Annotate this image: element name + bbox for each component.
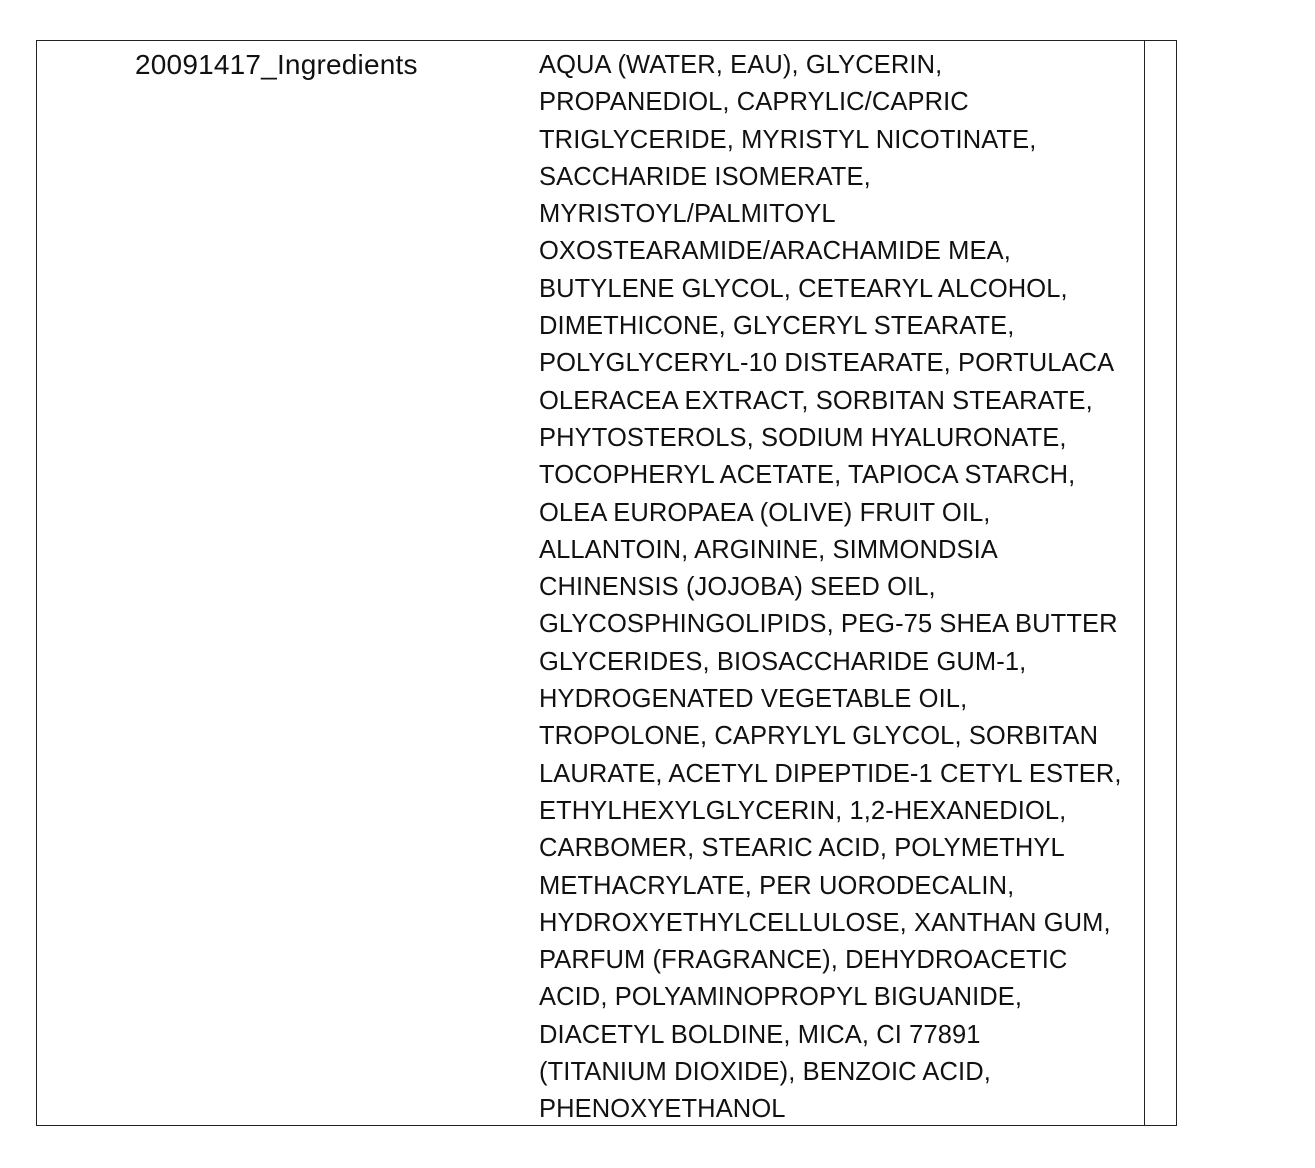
ingredient-line: METHACRYLATE, PER UORODECALIN,	[539, 871, 1015, 900]
ingredient-line: MYRISTOYL/PALMITOYL	[539, 200, 836, 229]
ingredient-line: TOCOPHERYL ACETATE, TAPIOCA STARCH,	[539, 461, 1076, 490]
ingredient-line: CHINENSIS (JOJOBA) SEED OIL,	[539, 573, 936, 602]
ingredient-line: AQUA (WATER, EAU), GLYCERIN,	[539, 51, 943, 79]
ingredient-line: ETHYLHEXYLGLYCERIN, 1,2-HEXANEDIOL,	[539, 796, 1067, 825]
ingredient-line: (TITANIUM DIOXIDE), BENZOIC ACID,	[539, 1058, 991, 1087]
ingredient-line: PROPANEDIOL, CAPRYLIC/CAPRIC	[539, 88, 969, 117]
ingredient-line: PHYTOSTEROLS, SODIUM HYALURONATE,	[539, 423, 1067, 452]
ingredient-line: GLYCOSPHINGOLIPIDS, PEG-75 SHEA BUTTER	[539, 610, 1118, 639]
ingredient-line: HYDROGENATED VEGETABLE OIL,	[539, 685, 968, 714]
ingredient-line: DIMETHICONE, GLYCERYL STEARATE,	[539, 312, 1015, 341]
ingredient-line: GLYCERIDES, BIOSACCHARIDE GUM-1,	[539, 647, 1027, 676]
ingredient-line: PARFUM (FRAGRANCE), DEHYDROACETIC	[539, 946, 1068, 975]
ingredient-line: DIACETYL BOLDINE, MICA, CI 77891	[539, 1020, 981, 1049]
ingredient-line: LAURATE, ACETYL DIPEPTIDE-1 CETYL ESTER,	[539, 759, 1122, 788]
ingredient-line: PHENOXYETHANOL	[539, 1095, 786, 1124]
document-label: 20091417_Ingredients	[135, 49, 418, 80]
ingredient-line: HYDROXYETHYLCELLULOSE, XANTHAN GUM,	[539, 908, 1111, 937]
ingredient-line: TROPOLONE, CAPRYLYL GLYCOL, SORBITAN	[539, 722, 1099, 751]
ingredient-line: ALLANTOIN, ARGININE, SIMMONDSIA	[539, 535, 998, 564]
ingredient-line: BUTYLENE GLYCOL, CETEARYL ALCOHOL,	[539, 274, 1068, 303]
ingredient-line: ACID, POLYAMINOPROPYL BIGUANIDE,	[539, 983, 1023, 1012]
ingredient-line: POLYGLYCERYL-10 DISTEARATE, PORTULACA	[539, 349, 1115, 378]
ingredient-line: OXOSTEARAMIDE/ARACHAMIDE MEA,	[539, 237, 1011, 266]
ingredients-table	[36, 40, 1177, 1126]
ingredient-line: CARBOMER, STEARIC ACID, POLYMETHYL	[539, 834, 1065, 863]
ingredient-line: OLERACEA EXTRACT, SORBITAN STEARATE,	[539, 386, 1093, 415]
column-divider	[1144, 41, 1145, 1125]
ingredient-line: TRIGLYCERIDE, MYRISTYL NICOTINATE,	[539, 125, 1037, 154]
ingredient-line: SACCHARIDE ISOMERATE,	[539, 162, 871, 191]
ingredient-line: OLEA EUROPAEA (OLIVE) FRUIT OIL,	[539, 498, 991, 527]
ingredients-list	[539, 47, 1122, 1129]
